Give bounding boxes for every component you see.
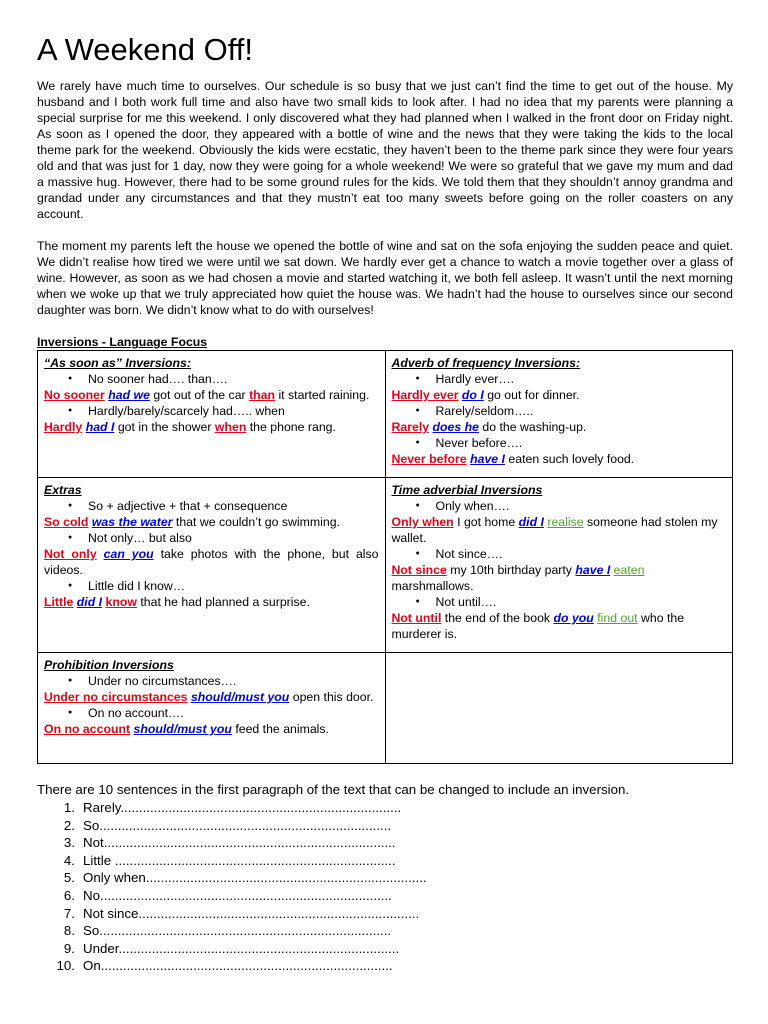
bullet-item: ● On no account…. [44,705,379,721]
bullet-item: ● Not until…. [392,594,727,610]
bullet-item: ● Not only… but also [44,530,379,546]
example-sentence: Hardly ever do I go out for dinner. [391,388,580,402]
paragraph-2: The moment my parents left the house we opened the bottle of wine and sat on the sofa enjoying the sudden peace and quiet. We didn’t realise how tired we were until we sat down. We hardly ever get a chance to watch a movie together over a glass of wine. However, as soon as we had chosen a movie and started watching it, we both fell asleep. It wasn’t until the next morning when we woke up that we truly appreciated how quiet the house was. We hadn’t had the house to ourselves since our second daughter was born. We didn’t know what to do with ourselves! [37,239,733,317]
example-sentence: No sooner had we got out of the car than it started raining. [44,388,370,402]
worksheet-page [37,30,733,975]
exercise-list [37,799,733,975]
bullet-item: ● Hardly ever…. [392,371,727,387]
example-sentence: Hardly had I got in the shower when the phone rang. [44,420,336,434]
answer-line[interactable]: So............................................................................... [83,923,392,939]
cell-as-soon-as [38,351,386,478]
bullet-item: ● Under no circumstances…. [44,673,379,689]
cell-title: Time adverbial Inversions [391,483,543,497]
page-title: A Weekend Off! [37,32,253,67]
inversions-table [37,350,733,764]
language-focus-title: Inversions - Language Focus [37,335,208,349]
answer-line[interactable]: Not............................................................................... [83,835,396,851]
answer-line[interactable]: Only when............................................................................ [83,870,427,886]
cell-title: Extras [44,483,82,497]
exercise-item: 2. So............................................................................... [63,817,392,833]
bullet-item: ● Not since…. [392,546,727,562]
cell-extras [38,478,386,653]
answer-line[interactable]: On............................................................................... [83,958,393,974]
exercise-item: 8. So............................................................................... [63,923,392,939]
answer-line[interactable]: Rarely............................................................................ [83,800,402,815]
bullet-item: ● No sooner had…. than…. [44,371,379,387]
exercise-item: 4. Little ............................................................................ [63,852,396,868]
example-sentence: So cold was the water that we couldn’t go swimming. [44,515,340,529]
exercise-item: 5. Only when............................................................................ [63,870,427,886]
cell-time-adverbial [385,478,733,653]
answer-line[interactable]: So............................................................................... [83,817,392,833]
example-sentence: Rarely does he do the washing-up. [391,420,587,434]
cell-title: Adverb of frequency Inversions: [391,356,581,370]
exercise-item: 6. No............................................................................... [63,887,392,903]
answer-line[interactable]: Under............................................................................ [83,940,400,956]
answer-line[interactable]: Little ............................................................................ [83,852,396,868]
exercise-item: 7. Not since............................................................................ [63,905,420,921]
cell-adverb-frequency [385,351,733,478]
bullet-item: ● Rarely/seldom….. [392,403,727,419]
example-sentence: Under no circumstances should/must you open this door. [44,690,374,704]
cell-title: “As soon as” Inversions: [44,356,191,370]
answer-line[interactable]: Not since............................................................................ [83,905,420,921]
example-sentence: On no account should/must you feed the animals. [44,722,329,736]
exercise-item: 1. Rarely............................................................................ [63,800,402,815]
exercise-item: 9. Under............................................................................ [63,940,400,956]
cell-title: Prohibition Inversions [44,658,174,672]
cell-empty [385,653,733,764]
example-sentence: Little did I know that he had planned a surprise. [44,595,310,609]
paragraph-1: We rarely have much time to ourselves. Our schedule is so busy that we just can’t find the time to get out of the house. My husband and I both work full time and also have two small kids to look after. I had no idea that my parents were planning a special surprise for me this weekend. I only discovered what they had planned when I walked in the front door on Friday night. As soon as I opened the door, they appeared with a bottle of wine and the news that they were taking the kids to the local theme park for the weekend. Obviously the kids were ecstatic, they haven’t been to the theme park since they were four years old and that was just for 1 day, now they were going for a whole weekend! We were so grateful that we gave my mum and dad a massive hug. However, there had to be some ground rules for the kids. We told them that they shouldn’t annoy grandma and grandad under any circumstances and that they mustn’t eat too many sweets before going on the roller coasters on any account. [37,79,733,221]
example-sentence: Never before have I eaten such lovely food. [391,452,635,466]
example-sentence: Not since my 10th birthday party have I eaten marshmallows. [391,563,645,593]
answer-line[interactable]: No............................................................................... [83,887,392,903]
bullet-item: ● So + adjective + that + consequence [44,498,379,514]
bullet-item: ● Hardly/barely/scarcely had….. when [44,403,379,419]
cell-prohibition [38,653,386,764]
bullet-item: ● Never before…. [392,435,727,451]
bullet-item: ● Only when…. [392,498,727,514]
example-sentence: Only when I got home did I realise someone had stolen my wallet. [391,515,718,545]
exercise-instruction: There are 10 sentences in the first paragraph of the text that can be changed to include an inversion. [37,782,630,797]
exercise-item: 10. On............................................................................... [56,958,393,974]
bullet-item: ● Little did I know… [44,578,379,594]
example-sentence: Not only can you take photos with the phone, but also videos. [44,547,379,577]
exercise-item: 3. Not............................................................................... [63,835,396,851]
example-sentence: Not until the end of the book do you find out who the murderer is. [391,611,685,641]
